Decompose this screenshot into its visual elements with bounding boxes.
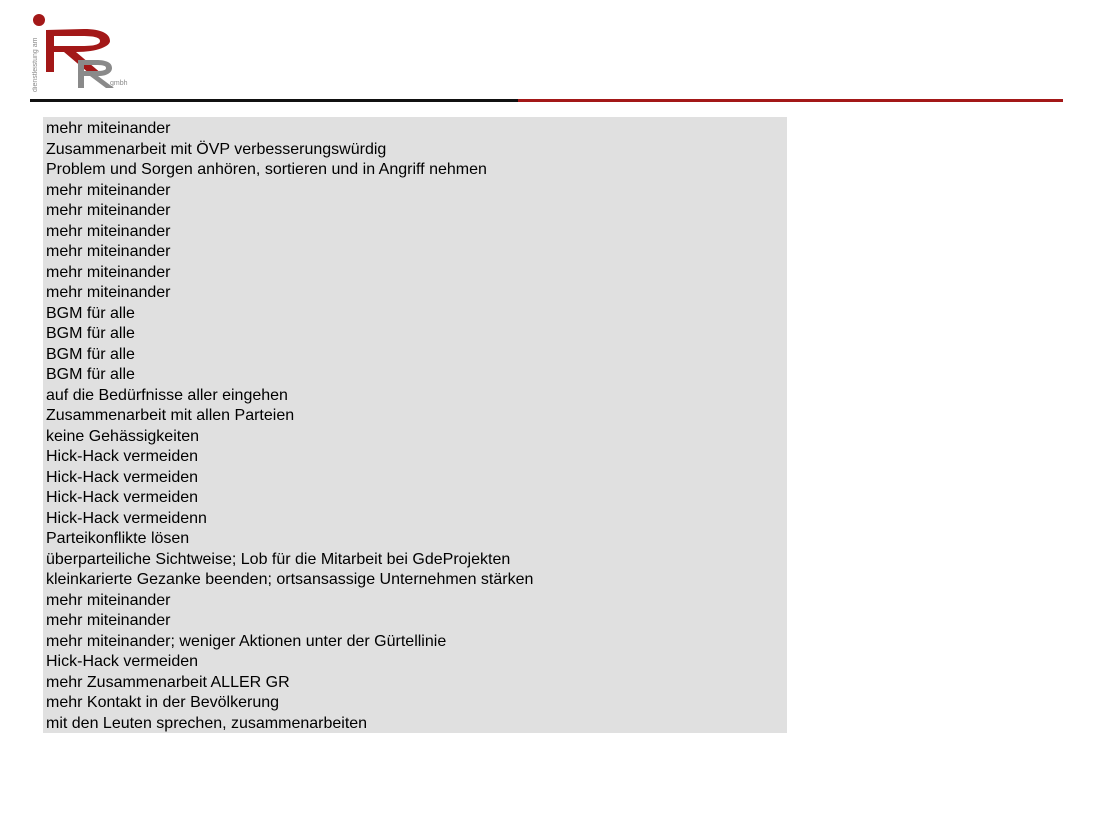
response-item: überparteiliche Sichtweise; Lob für die Mitarbeit bei GdeProjekten	[46, 550, 511, 568]
response-item: kleinkarierte Gezanke beenden; ortsansassige Unternehmen stärken	[46, 571, 534, 588]
response-item: mehr Zusammenarbeit ALLER GR	[46, 673, 290, 691]
response-item: Hick-Hack vermeiden	[46, 448, 199, 465]
responses-list	[46, 119, 787, 734]
response-item: mehr miteinander	[46, 284, 171, 301]
response-item: auf die Bedürfnisse aller eingehen	[46, 386, 288, 404]
response-item: BGM für alle	[46, 366, 135, 383]
response-item: mehr miteinander	[46, 222, 171, 240]
response-item: keine Gehässigkeiten	[46, 427, 199, 445]
response-item: mehr miteinander	[46, 263, 171, 281]
response-item: mehr miteinander	[46, 591, 171, 609]
response-item: BGM für alle	[46, 345, 135, 363]
logo-gmbh: gmbh	[110, 80, 128, 87]
response-item: Hick-Hack vermeiden	[46, 468, 199, 486]
response-item: Hick-Hack vermeidenn	[46, 509, 207, 527]
response-item: mit den Leuten sprechen, zusammenarbeiten	[46, 714, 368, 732]
response-item: Hick-Hack vermeiden	[46, 653, 199, 670]
header-rule-red	[518, 99, 1063, 102]
responses-panel	[43, 117, 787, 733]
logo-tagline: dienstleistung am	[32, 37, 39, 92]
response-item: mehr miteinander	[46, 181, 171, 199]
response-item: Problem und Sorgen anhören, sortieren und in Angriff nehmen	[46, 161, 487, 178]
response-item: Zusammenarbeit mit ÖVP verbesserungswürdig	[46, 140, 387, 158]
response-item: mehr miteinander	[46, 243, 171, 260]
response-item: Parteikonflikte lösen	[46, 530, 190, 547]
response-item: Zusammenarbeit mit allen Parteien	[46, 407, 295, 424]
response-item: mehr Kontakt in der Bevölkerung	[46, 694, 280, 711]
response-item: BGM für alle	[46, 325, 135, 342]
response-item: mehr miteinander	[46, 120, 171, 137]
response-item: mehr miteinander	[46, 612, 171, 629]
header-rule-black	[30, 99, 518, 102]
response-item: Hick-Hack vermeiden	[46, 489, 199, 506]
response-item: mehr miteinander; weniger Aktionen unter der Gürtellinie	[46, 632, 447, 650]
response-item: mehr miteinander	[46, 202, 171, 219]
response-item: BGM für alle	[46, 304, 135, 322]
